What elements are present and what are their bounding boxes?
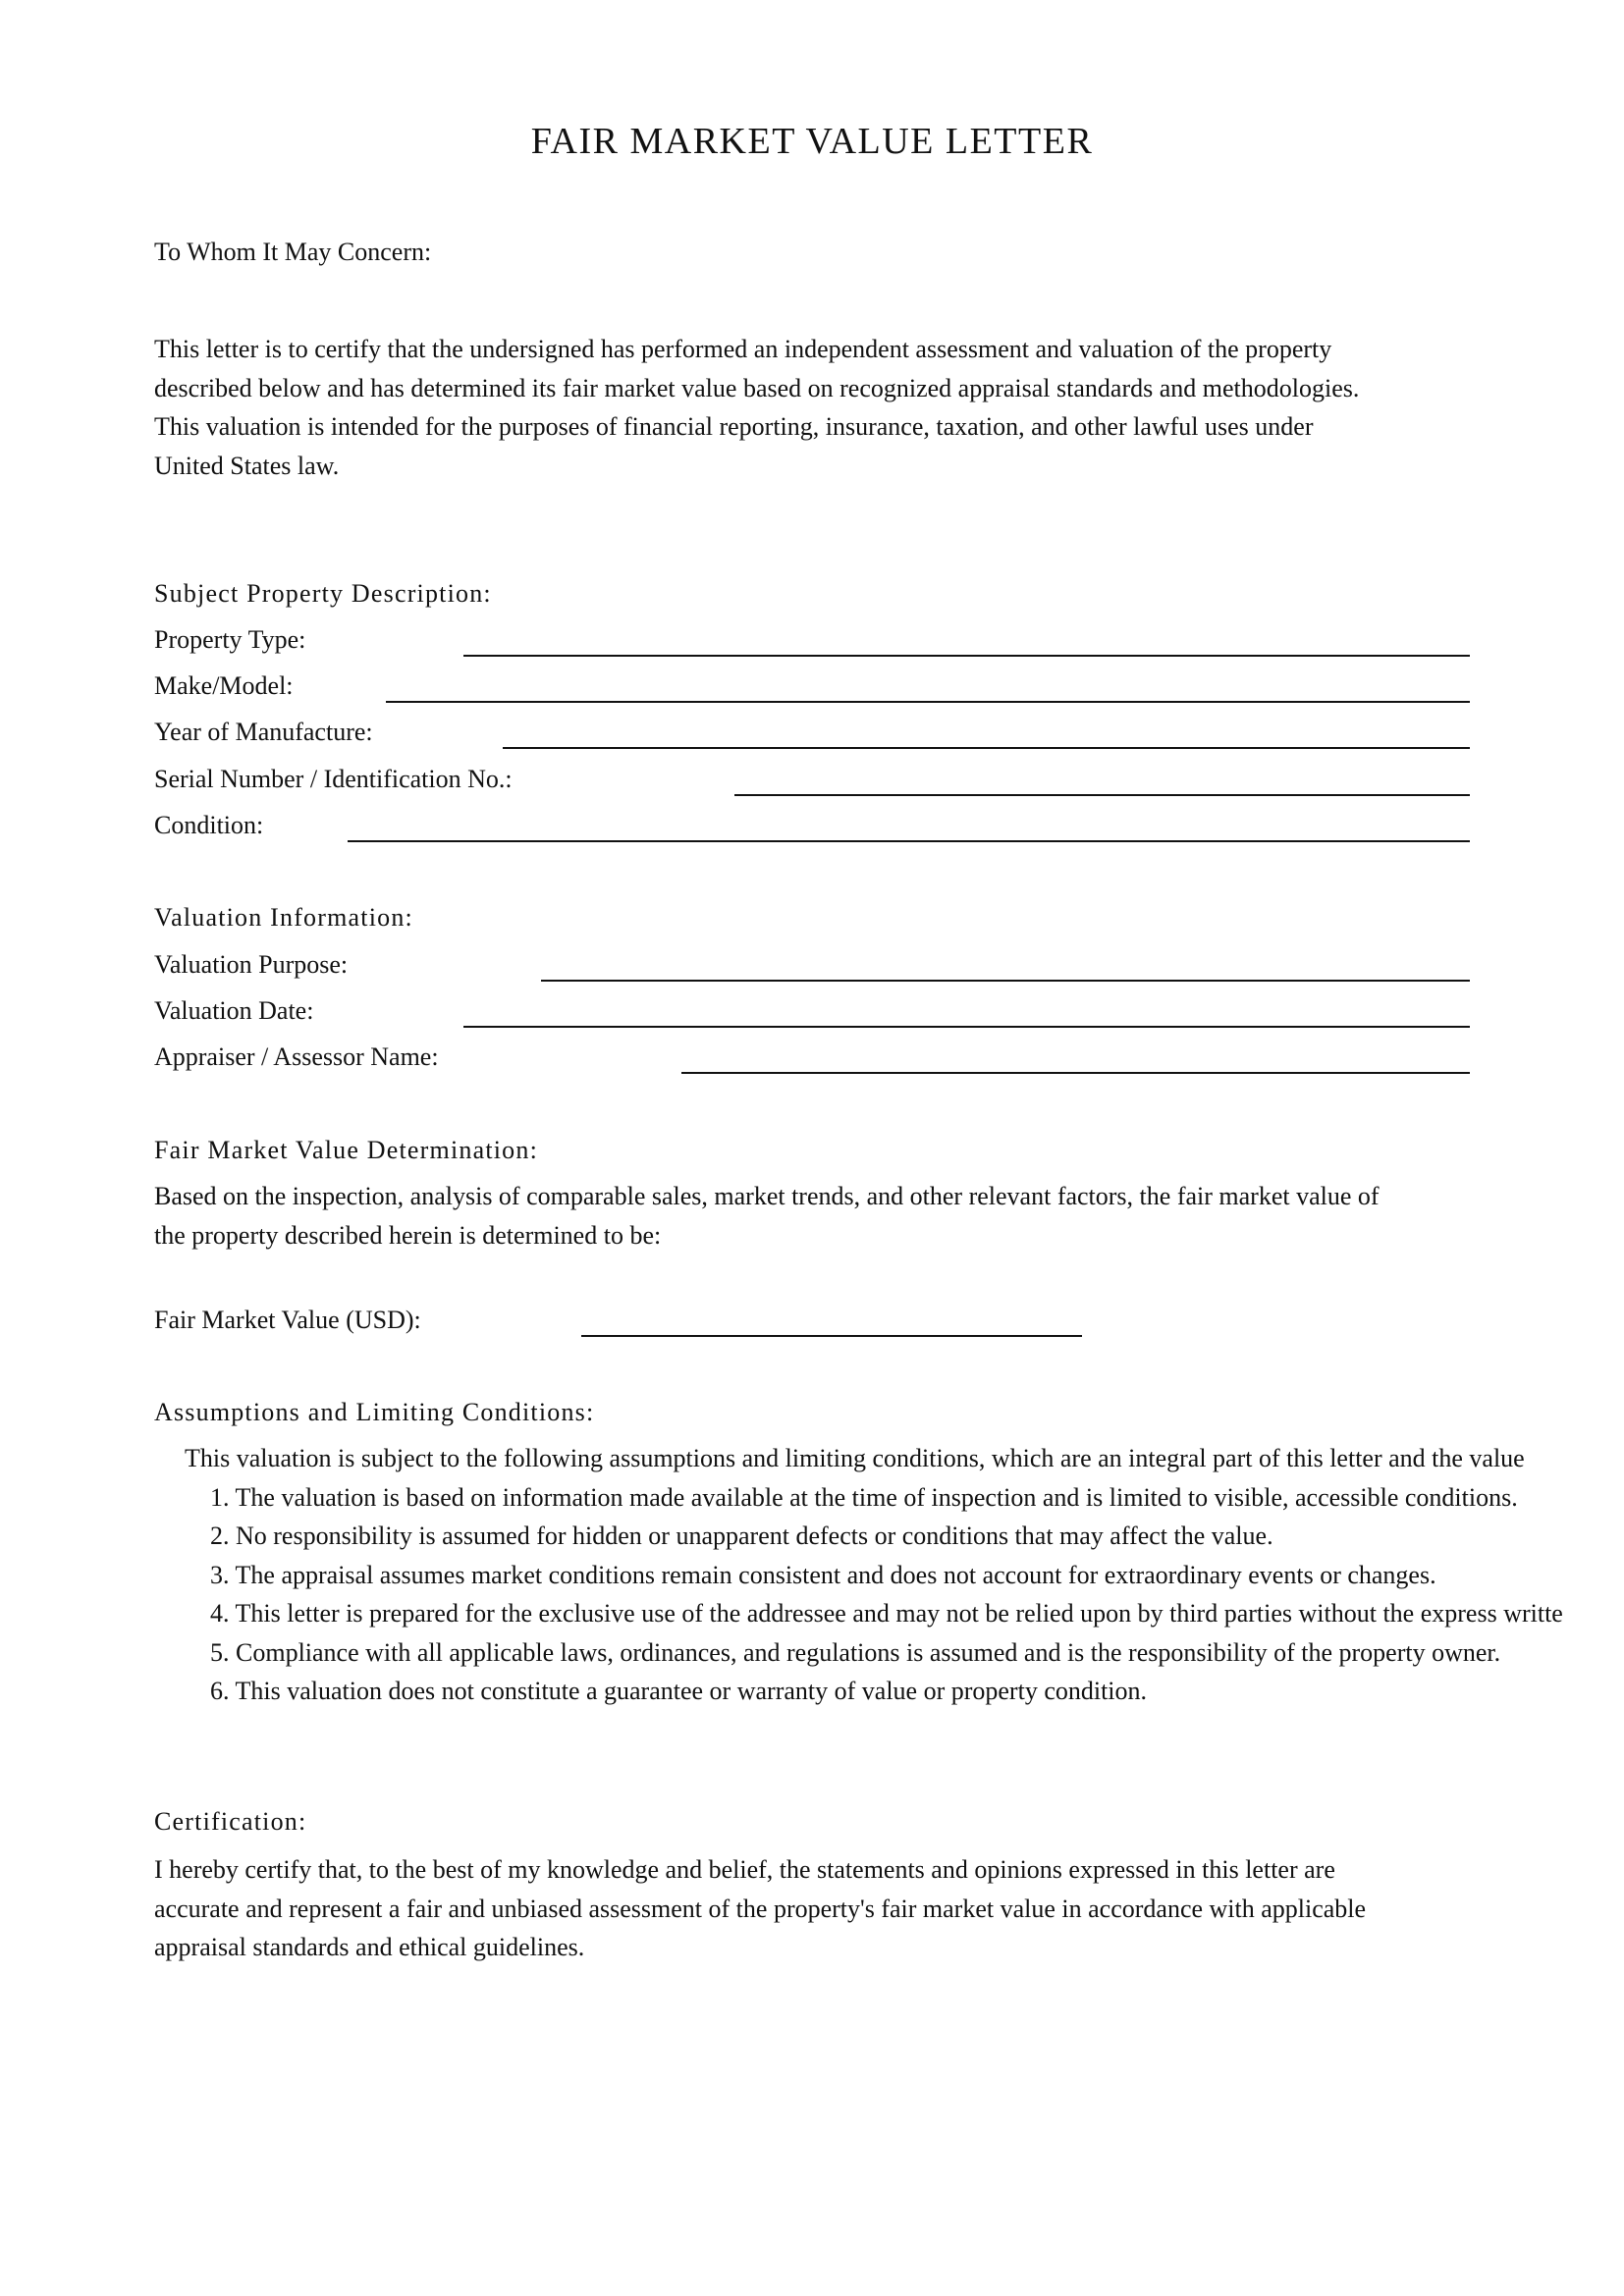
fmv-line: Based on the inspection, analysis of comparable sales, market trends, and other relevant factors, the fair market value of — [154, 1182, 1380, 1210]
certification-line: accurate and represent a fair and unbiased assessment of the property's fair market value in accordance with applicable — [154, 1894, 1367, 1923]
make-model-input-line[interactable] — [386, 701, 1470, 703]
field-label: Make/Model: — [154, 671, 294, 700]
make-model-field — [154, 671, 1470, 711]
property-type-field — [154, 625, 1470, 665]
valuation-date-field — [154, 996, 1470, 1036]
fmv-section-heading: Fair Market Value Determination: — [154, 1136, 538, 1164]
assumptions-section-heading: Assumptions and Limiting Conditions: — [154, 1398, 595, 1426]
field-label: Year of Manufacture: — [154, 718, 373, 746]
assumption-item: 5. Compliance with all applicable laws, ordinances, and regulations is assumed and is the responsibility of the property owner. — [210, 1638, 1501, 1667]
certification-paragraph — [154, 1850, 1470, 1967]
assumptions-intro: This valuation is subject to the following assumptions and limiting conditions, which are an integral part of this letter and the value — [185, 1444, 1525, 1472]
valuation-section-heading: Valuation Information: — [154, 903, 413, 932]
assumption-item: 6. This valuation does not constitute a guarantee or warranty of value or property condition. — [210, 1677, 1148, 1705]
field-label: Serial Number / Identification No.: — [154, 765, 513, 793]
year-of-manufacture-input-line[interactable] — [503, 747, 1470, 749]
property-section-heading: Subject Property Description: — [154, 579, 492, 608]
fmv-line: the property described herein is determined to be: — [154, 1220, 662, 1250]
fair-market-value-field — [154, 1306, 1470, 1345]
serial-number-input-line[interactable] — [734, 794, 1470, 796]
fair-market-value-input-line[interactable] — [581, 1335, 1082, 1337]
field-label: Property Type: — [154, 625, 306, 654]
year-of-manufacture-field — [154, 718, 1470, 757]
condition-input-line[interactable] — [348, 840, 1470, 842]
serial-number-field — [154, 765, 1470, 804]
assumption-item: 3. The appraisal assumes market conditions remain consistent and does not account for extraordinary events or changes. — [210, 1561, 1436, 1589]
certification-line: appraisal standards and ethical guidelines. — [154, 1933, 585, 1961]
field-label: Fair Market Value (USD): — [154, 1306, 421, 1334]
valuation-purpose-input-line[interactable] — [541, 980, 1470, 982]
appraiser-name-field — [154, 1042, 1470, 1082]
intro-line: This letter is to certify that the undersigned has performed an independent assessment and valuation of the property — [154, 335, 1332, 363]
intro-line: United States law. — [154, 451, 340, 480]
certification-section-heading: Certification: — [154, 1807, 307, 1836]
salutation: To Whom It May Concern: — [154, 238, 432, 266]
fmv-paragraph — [154, 1177, 1470, 1255]
property-type-input-line[interactable] — [463, 655, 1470, 657]
assumption-item: 4. This letter is prepared for the exclusive use of the addressee and may not be relied upon by third parties without the express writte — [210, 1599, 1563, 1628]
valuation-date-input-line[interactable] — [463, 1026, 1470, 1028]
intro-paragraph — [154, 330, 1470, 485]
valuation-purpose-field — [154, 950, 1470, 989]
certification-line: I hereby certify that, to the best of my knowledge and belief, the statements and opinions expressed in this letter are — [154, 1855, 1335, 1884]
field-label: Condition: — [154, 811, 264, 839]
intro-line: This valuation is intended for the purposes of financial reporting, insurance, taxation, and other lawful uses under — [154, 412, 1314, 441]
field-label: Valuation Date: — [154, 996, 314, 1025]
document-title: FAIR MARKET VALUE LETTER — [530, 121, 1094, 162]
assumption-item: 1. The valuation is based on information made available at the time of inspection and is limited to visible, accessible conditions. — [210, 1483, 1518, 1512]
assumption-item: 2. No responsibility is assumed for hidden or unapparent defects or conditions that may affect the value. — [210, 1522, 1273, 1550]
appraiser-name-input-line[interactable] — [681, 1072, 1470, 1074]
field-label: Appraiser / Assessor Name: — [154, 1042, 439, 1071]
intro-line: described below and has determined its fair market value based on recognized appraisal standards and methodologies. — [154, 373, 1360, 402]
field-label: Valuation Purpose: — [154, 950, 349, 979]
condition-field — [154, 811, 1470, 850]
